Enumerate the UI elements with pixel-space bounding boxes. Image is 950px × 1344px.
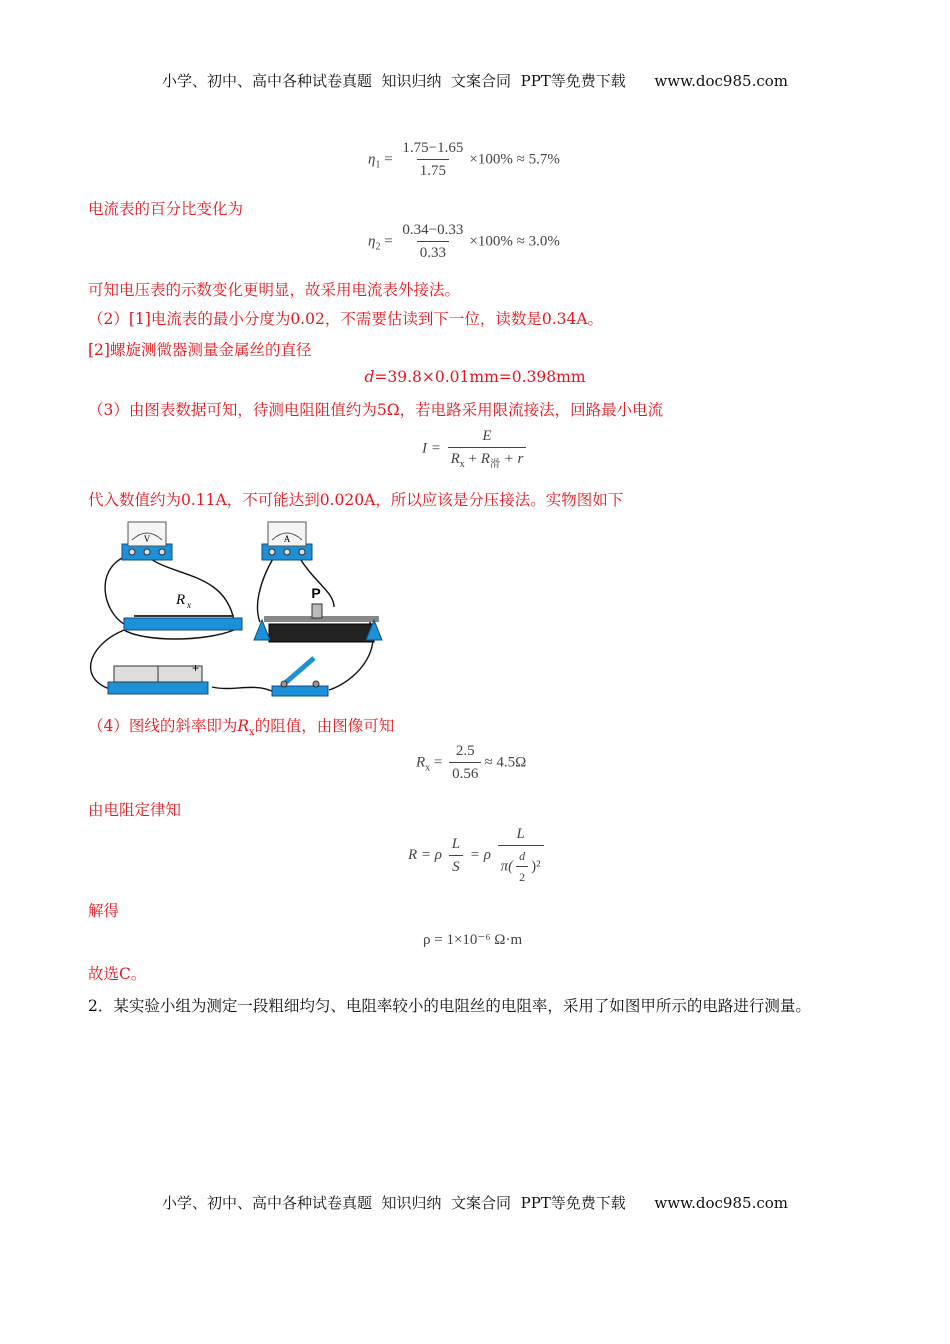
page-footer: 小学、初中、高中各种试卷真题 知识归纳 文案合同 PPT等免费下载 www.doc985.com: [161, 1194, 788, 1212]
svg-text:+: +: [192, 661, 200, 675]
svg-text:R: R: [176, 592, 186, 608]
equation-d: d=39.8×0.01mm=0.398mm: [364, 368, 586, 386]
equation-eta1: $\eta_1$ = $\frac{1.75-1.65}{1.75}$ ×100% ≈ 5.7%: [368, 140, 560, 179]
fraction: L π( $\frac{d}{2}$ )²: [498, 826, 544, 885]
equation-current: I = $\frac{E}{R_x + R_滑 + r}$: [422, 428, 529, 470]
text-line: （3）由图表数据可知，待测电阻阻值约为5Ω，若电路采用限流接法，回路最小电流: [88, 401, 664, 419]
text-line: [2]螺旋测微器测量金属丝的直径: [88, 341, 312, 359]
equation-rx: $R_x$ = $\frac{2.5}{0.56}$ ≈ 4.5Ω: [416, 743, 527, 782]
fraction: $\frac{L}{S}$: [449, 836, 463, 876]
voltmeter: [122, 522, 172, 560]
text-line: 解得: [88, 902, 120, 920]
text-line: 故选C。: [88, 965, 147, 983]
switch: [272, 658, 328, 696]
equation-eta2: $\eta_2$ = $\frac{0.34-0.33}{0.33}$ ×100% ≈ 3.0%: [368, 222, 560, 261]
svg-text:x: x: [187, 600, 191, 610]
circuit-figure: [84, 512, 384, 702]
text-line: 代入数值约为0.11A，不可能达到0.020A，所以应该是分压接法。实物图如下: [88, 491, 624, 509]
text-line: （2）[1]电流表的最小分度为0.02，不需要估读到下一位，读数是0.34A。: [88, 310, 604, 328]
equation-resistance-law: R = ρ $\frac{L}{S}$ = ρ L π( $\frac{d}{2}$ )²: [408, 826, 547, 885]
ammeter: [262, 522, 312, 560]
question-2: 2．某实验小组为测定一段粗细均匀、电阻率较小的电阻丝的电阻率，采用了如图甲所示的电路进行测量。: [88, 997, 811, 1015]
text-line: （4）图线的斜率即为$R_x$的阻值，由图像可知: [88, 717, 395, 739]
text-line: 电流表的百分比变化为: [88, 200, 244, 218]
svg-text:A: A: [283, 534, 291, 544]
battery: [108, 661, 208, 694]
fraction: $\frac{0.34-0.33}{0.33}$: [402, 222, 464, 261]
fraction: $\frac{E}{R_x + R_滑 + r}$: [448, 428, 527, 470]
fraction: $\frac{2.5}{0.56}$: [449, 743, 481, 783]
equation-rho: ρ = 1×10⁻⁶ Ω·m: [423, 932, 523, 948]
text-line: 由电阻定律知: [88, 801, 182, 819]
text-line: 可知电压表的示数变化更明显，故采用电流表外接法。: [88, 281, 461, 299]
svg-text:V: V: [143, 534, 151, 544]
svg-text:P: P: [311, 585, 321, 601]
fraction: $\frac{1.75-1.65}{1.75}$: [402, 140, 464, 179]
rheostat: [254, 585, 382, 642]
page-header: 小学、初中、高中各种试卷真题 知识归纳 文案合同 PPT等免费下载 www.doc985.com: [161, 72, 788, 90]
